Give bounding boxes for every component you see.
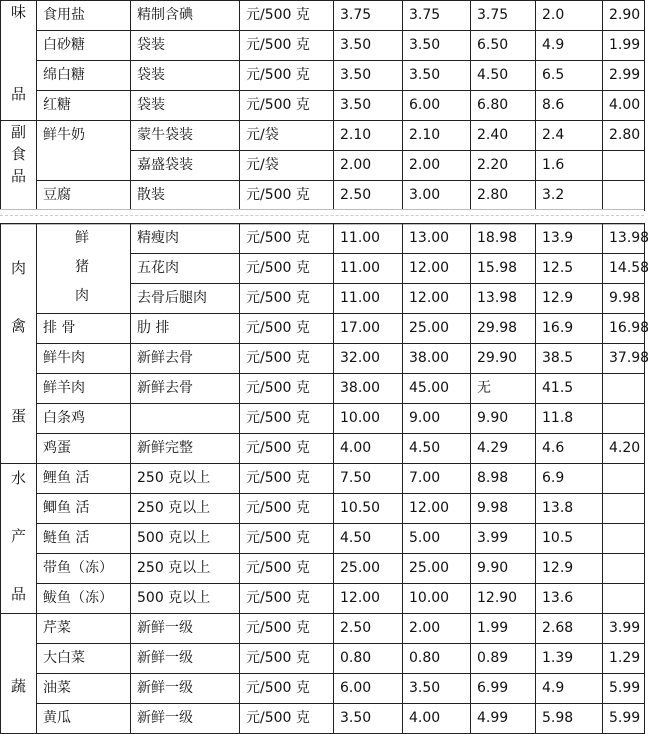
- table-row: [1, 404, 645, 434]
- category-label: 产: [10, 527, 26, 545]
- price-cell: 6.9: [536, 464, 603, 494]
- item-unit: 元/500 克: [240, 31, 334, 61]
- price-cell: 3.75: [334, 1, 403, 31]
- price-cell: 41.5: [536, 374, 603, 404]
- price-cell: 18.98: [471, 224, 536, 254]
- category-cell: [1, 464, 37, 614]
- item-unit: 元/袋: [240, 121, 334, 151]
- item-unit: 元/500 克: [240, 554, 334, 584]
- item-name: 豆腐: [37, 181, 131, 211]
- item-spec: 肋 排: [131, 314, 240, 344]
- price-cell: 29.98: [471, 314, 536, 344]
- item-name: 油菜: [37, 674, 131, 704]
- item-name: 鲜牛肉: [37, 344, 131, 374]
- price-cell: 8.98: [471, 464, 536, 494]
- price-cell: 32.00: [334, 344, 403, 374]
- price-cell: 10.5: [536, 524, 603, 554]
- price-cell: 2.20: [471, 151, 536, 181]
- item-spec: 袋装: [131, 61, 240, 91]
- price-cell: 10.50: [334, 494, 403, 524]
- price-cell: 13.98: [603, 224, 645, 254]
- price-cell: [603, 584, 645, 614]
- price-cell: 0.89: [471, 644, 536, 674]
- price-cell: 4.20: [603, 434, 645, 464]
- price-cell: 12.00: [403, 284, 471, 314]
- price-cell: 37.98: [603, 344, 645, 374]
- price-cell: 8.6: [536, 91, 603, 121]
- item-name: 大白菜: [37, 644, 131, 674]
- price-cell: 6.50: [471, 31, 536, 61]
- item-name: 鸡蛋: [37, 434, 131, 464]
- category-label: 副: [10, 123, 26, 141]
- price-cell: 2.90: [603, 1, 645, 31]
- price-cell: 9.00: [403, 404, 471, 434]
- price-cell: 29.90: [471, 344, 536, 374]
- item-spec: 新鲜去骨: [131, 344, 240, 374]
- item-name: 黄瓜: [37, 704, 131, 734]
- price-cell: 2.80: [471, 181, 536, 211]
- price-cell: 5.00: [403, 524, 471, 554]
- item-unit: 元/500 克: [240, 464, 334, 494]
- price-table-bottom: [0, 223, 649, 734]
- price-cell: 2.68: [536, 614, 603, 644]
- price-cell: 10.00: [403, 584, 471, 614]
- table-row: [1, 554, 645, 584]
- price-cell: 38.00: [403, 344, 471, 374]
- price-cell: [603, 404, 645, 434]
- item-spec: 新鲜一级: [131, 614, 240, 644]
- table-row: [1, 121, 645, 151]
- price-cell: 12.00: [334, 584, 403, 614]
- price-cell: 13.98: [471, 284, 536, 314]
- price-cell: 3.99: [471, 524, 536, 554]
- price-cell: 11.00: [334, 254, 403, 284]
- category-cell: [1, 121, 37, 211]
- item-unit: 元/500 克: [240, 344, 334, 374]
- price-cell: 3.2: [536, 181, 603, 211]
- price-cell: 2.40: [471, 121, 536, 151]
- item-name: 排 骨: [37, 314, 131, 344]
- price-cell: 38.5: [536, 344, 603, 374]
- item-spec: 精瘦肉: [131, 224, 240, 254]
- price-cell: 2.50: [334, 181, 403, 211]
- item-name: 鲤鱼 活: [37, 464, 131, 494]
- item-name: 鲜羊肉: [37, 374, 131, 404]
- category-cell: [1, 1, 37, 121]
- pork-label: 肉: [75, 288, 89, 304]
- price-cell: 2.4: [536, 121, 603, 151]
- table-row: [1, 674, 645, 704]
- price-cell: 3.75: [403, 1, 471, 31]
- item-spec: 250 克以上: [131, 554, 240, 584]
- price-cell: 无: [471, 374, 536, 404]
- price-cell: 16.9: [536, 314, 603, 344]
- category-cell: [1, 224, 37, 464]
- category-label: 食: [10, 145, 26, 163]
- table-row: [1, 434, 645, 464]
- item-spec: 新鲜一级: [131, 644, 240, 674]
- price-cell: 13.8: [536, 494, 603, 524]
- category-label: 蛋: [10, 407, 26, 425]
- item-spec: 蒙牛袋装: [131, 121, 240, 151]
- item-unit: 元/500 克: [240, 434, 334, 464]
- price-cell: 2.10: [334, 121, 403, 151]
- price-cell: 2.00: [403, 614, 471, 644]
- pork-label: 猪: [75, 259, 89, 275]
- category-label: 品: [10, 85, 26, 103]
- price-cell: 6.00: [334, 674, 403, 704]
- item-name: 食用盐: [37, 1, 131, 31]
- item-name: 鲢鱼 活: [37, 524, 131, 554]
- table-row: [1, 524, 645, 554]
- pork-label: 鲜: [75, 230, 89, 246]
- table-row: [1, 314, 645, 344]
- price-cell: 6.5: [536, 61, 603, 91]
- price-cell: 3.50: [403, 674, 471, 704]
- price-cell: 6.00: [403, 91, 471, 121]
- price-cell: 5.99: [603, 704, 645, 734]
- price-cell: 4.50: [471, 61, 536, 91]
- item-unit: 元/500 克: [240, 224, 334, 254]
- table-row: [1, 61, 645, 91]
- price-cell: 7.50: [334, 464, 403, 494]
- table-row: [1, 374, 645, 404]
- item-unit: 元/500 克: [240, 314, 334, 344]
- item-spec: 250 克以上: [131, 494, 240, 524]
- price-cell: 4.6: [536, 434, 603, 464]
- price-cell: 4.99: [471, 704, 536, 734]
- item-name: 带鱼（冻）: [37, 554, 131, 584]
- price-cell: 3.50: [403, 31, 471, 61]
- price-cell: [603, 374, 645, 404]
- item-unit: 元/500 克: [240, 91, 334, 121]
- price-cell: 9.90: [471, 554, 536, 584]
- price-cell: 4.9: [536, 674, 603, 704]
- item-spec: 新鲜一级: [131, 704, 240, 734]
- price-cell: 2.80: [603, 121, 645, 151]
- pork-group-cell: [37, 224, 131, 314]
- price-cell: 2.00: [334, 151, 403, 181]
- price-cell: 2.99: [603, 61, 645, 91]
- price-cell: 3.50: [334, 61, 403, 91]
- item-unit: 元/500 克: [240, 644, 334, 674]
- price-cell: 9.98: [603, 284, 645, 314]
- item-spec: 散装: [131, 181, 240, 211]
- price-cell: 25.00: [403, 314, 471, 344]
- price-cell: 9.98: [471, 494, 536, 524]
- item-name: 芹菜: [37, 614, 131, 644]
- item-name: 绵白糖: [37, 61, 131, 91]
- price-cell: [603, 494, 645, 524]
- item-unit: 元/500 克: [240, 284, 334, 314]
- item-name: 鲜牛奶: [37, 121, 131, 181]
- price-cell: 3.99: [603, 614, 645, 644]
- table-row: [1, 344, 645, 374]
- item-spec: 五花肉: [131, 254, 240, 284]
- table-row: [1, 31, 645, 61]
- item-unit: 元/500 克: [240, 584, 334, 614]
- item-unit: 元/500 克: [240, 61, 334, 91]
- price-cell: 4.9: [536, 31, 603, 61]
- item-name: 鲫鱼 活: [37, 494, 131, 524]
- item-spec: 袋装: [131, 31, 240, 61]
- item-unit: 元/500 克: [240, 614, 334, 644]
- item-unit: 元/500 克: [240, 374, 334, 404]
- price-cell: [603, 524, 645, 554]
- price-table-top: [0, 0, 645, 211]
- item-spec: 500 克以上: [131, 584, 240, 614]
- price-cell: 3.75: [471, 1, 536, 31]
- category-label: 品: [10, 585, 26, 603]
- item-spec: 去骨后腿肉: [131, 284, 240, 314]
- price-cell: 13.00: [403, 224, 471, 254]
- table-row: [1, 584, 645, 614]
- price-cell: 10.00: [334, 404, 403, 434]
- item-spec: [131, 404, 240, 434]
- price-cell: 12.9: [536, 284, 603, 314]
- item-unit: 元/袋: [240, 151, 334, 181]
- price-cell: 0.80: [403, 644, 471, 674]
- price-cell: 25.00: [403, 554, 471, 584]
- price-cell: 13.9: [536, 224, 603, 254]
- price-cell: [603, 181, 645, 211]
- item-unit: 元/500 克: [240, 181, 334, 211]
- price-cell: 17.00: [334, 314, 403, 344]
- price-cell: 1.6: [536, 151, 603, 181]
- item-spec: 250 克以上: [131, 464, 240, 494]
- price-cell: 45.00: [403, 374, 471, 404]
- item-name: 红糖: [37, 91, 131, 121]
- price-cell: 2.0: [536, 1, 603, 31]
- table-row: [1, 464, 645, 494]
- category-label: 蔬: [10, 677, 26, 695]
- item-spec: 500 克以上: [131, 524, 240, 554]
- price-cell: [603, 151, 645, 181]
- price-cell: 6.80: [471, 91, 536, 121]
- price-cell: 13.6: [536, 584, 603, 614]
- item-unit: 元/500 克: [240, 404, 334, 434]
- price-cell: 2.50: [334, 614, 403, 644]
- price-cell: 12.9: [536, 554, 603, 584]
- price-cell: 15.98: [471, 254, 536, 284]
- item-name: 鲅鱼（冻）: [37, 584, 131, 614]
- price-cell: 11.00: [334, 284, 403, 314]
- price-cell: 4.50: [403, 434, 471, 464]
- category-cell: [1, 614, 37, 734]
- item-unit: 元/500 克: [240, 524, 334, 554]
- price-cell: 3.50: [334, 31, 403, 61]
- price-cell: 7.00: [403, 464, 471, 494]
- price-cell: 9.90: [471, 404, 536, 434]
- price-cell: 4.00: [403, 704, 471, 734]
- table-row: [1, 91, 645, 121]
- item-unit: 元/500 克: [240, 704, 334, 734]
- price-cell: 1.39: [536, 644, 603, 674]
- price-cell: 14.58: [603, 254, 645, 284]
- price-cell: 3.50: [334, 91, 403, 121]
- price-cell: 3.50: [403, 61, 471, 91]
- table-row: [1, 644, 645, 674]
- price-cell: 16.98: [603, 314, 645, 344]
- category-label: 肉: [10, 259, 26, 277]
- price-cell: 12.00: [403, 494, 471, 524]
- table-row: [1, 1, 645, 31]
- price-cell: 38.00: [334, 374, 403, 404]
- price-cell: 4.50: [334, 524, 403, 554]
- price-cell: 11.00: [334, 224, 403, 254]
- category-label: 禽: [10, 317, 26, 335]
- price-cell: 1.99: [471, 614, 536, 644]
- table-row: [1, 181, 645, 211]
- category-label: 品: [10, 167, 26, 185]
- item-unit: 元/500 克: [240, 1, 334, 31]
- price-cell: 12.00: [403, 254, 471, 284]
- price-cell: [603, 464, 645, 494]
- category-label: 水: [10, 469, 26, 487]
- table-row: [1, 614, 645, 644]
- price-cell: 1.99: [603, 31, 645, 61]
- price-cell: 12.5: [536, 254, 603, 284]
- item-unit: 元/500 克: [240, 254, 334, 284]
- price-cell: 4.00: [334, 434, 403, 464]
- item-spec: 袋装: [131, 91, 240, 121]
- item-unit: 元/500 克: [240, 674, 334, 704]
- price-cell: 1.29: [603, 644, 645, 674]
- table-row: [1, 704, 645, 734]
- item-name: 白条鸡: [37, 404, 131, 434]
- price-cell: 25.00: [334, 554, 403, 584]
- price-cell: 2.10: [403, 121, 471, 151]
- item-spec: 新鲜去骨: [131, 374, 240, 404]
- price-cell: 5.98: [536, 704, 603, 734]
- item-spec: 新鲜一级: [131, 674, 240, 704]
- item-spec: 嘉盛袋装: [131, 151, 240, 181]
- price-cell: 4.00: [603, 91, 645, 121]
- price-cell: 6.99: [471, 674, 536, 704]
- price-cell: 5.99: [603, 674, 645, 704]
- price-cell: 3.00: [403, 181, 471, 211]
- category-label: 味: [10, 3, 26, 21]
- price-cell: 4.29: [471, 434, 536, 464]
- price-cell: 11.8: [536, 404, 603, 434]
- table-row: [1, 224, 645, 254]
- item-unit: 元/500 克: [240, 494, 334, 524]
- item-name: 白砂糖: [37, 31, 131, 61]
- price-cell: 12.90: [471, 584, 536, 614]
- price-cell: 3.50: [334, 704, 403, 734]
- item-spec: 精制含碘: [131, 1, 240, 31]
- price-cell: [603, 554, 645, 584]
- table-row: [1, 494, 645, 524]
- price-cell: 0.80: [334, 644, 403, 674]
- item-spec: 新鲜完整: [131, 434, 240, 464]
- price-cell: 2.00: [403, 151, 471, 181]
